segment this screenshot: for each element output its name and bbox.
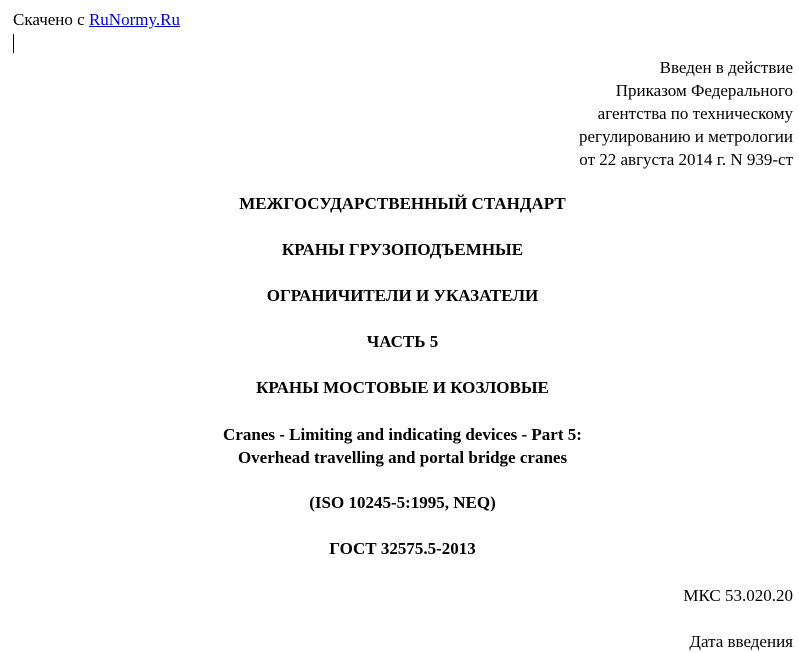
source-line bbox=[13, 9, 180, 31]
enactment-block bbox=[579, 56, 793, 171]
english-title-line-1: Cranes - Limiting and indicating devices - Part 5: bbox=[223, 425, 582, 444]
gost-number: ГОСТ 32575.5-2013 bbox=[329, 539, 476, 558]
standard-type-heading: МЕЖГОСУДАРСТВЕННЫЙ СТАНДАРТ bbox=[239, 194, 566, 213]
enactment-line-4: регулированию и метрологии bbox=[578, 127, 793, 146]
title-heading-2: ОГРАНИЧИТЕЛИ И УКАЗАТЕЛИ bbox=[266, 286, 539, 305]
runormy-link[interactable]: RuNormy.Ru bbox=[88, 10, 180, 29]
intro-date-label: Дата введения bbox=[689, 632, 793, 651]
enactment-line-1: Введен в действие bbox=[659, 58, 793, 77]
source-prefix: Скачено с bbox=[13, 10, 89, 29]
enactment-line-3: агентства по техническому bbox=[597, 104, 793, 123]
iso-reference: (ISO 10245-5:1995, NEQ) bbox=[309, 493, 496, 512]
part-heading: ЧАСТЬ 5 bbox=[366, 332, 439, 351]
enactment-line-2: Приказом Федерального bbox=[615, 81, 793, 100]
subtitle-heading: КРАНЫ МОСТОВЫЕ И КОЗЛОВЫЕ bbox=[256, 378, 549, 397]
title-heading-1: КРАНЫ ГРУЗОПОДЪЕМНЫЕ bbox=[281, 240, 524, 259]
mks-code: МКС 53.020.20 bbox=[683, 586, 793, 605]
enactment-line-5: от 22 августа 2014 г. N 939-ст bbox=[579, 150, 793, 169]
english-title-line-2: Overhead travelling and portal bridge cranes bbox=[237, 448, 568, 467]
text-cursor bbox=[13, 34, 14, 53]
